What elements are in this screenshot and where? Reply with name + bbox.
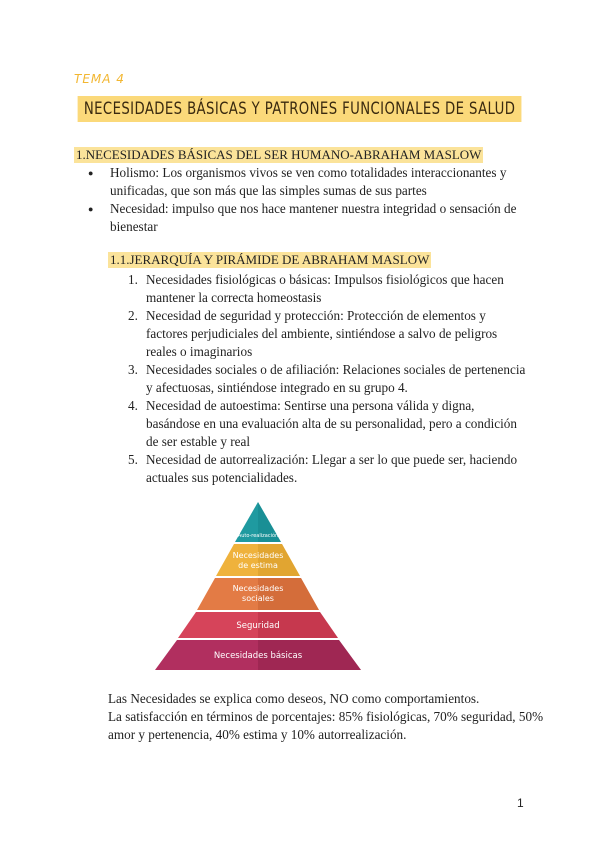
item-number: 5. [128,452,138,467]
list-item [128,307,528,361]
item-number: 2. [128,308,138,323]
pyramid-label-esteem-2: de estima [238,561,278,570]
section-heading-1-1: 1.1.JERARQUÍA Y PIRÁMIDE DE ABRAHAM MASLOW [110,252,430,267]
list-item [128,361,528,397]
list-item [88,164,538,200]
closing-paragraph [108,690,548,744]
item-text: Necesidad de autorrealización: Llegar a ser lo que puede ser, haciendo actuales sus potencialidades. [146,452,518,485]
pyramid-label-social-2: sociales [242,594,274,603]
bullet-text: Holismo: Los organismos vivos se ven como totalidades interaccionantes y unificadas, que son más que las simples sumas de sus partes [110,165,507,198]
page-number: 1 [517,796,524,810]
title-container [0,96,600,122]
bullet-text: Necesidad: impulso que nos hace mantener nuestra integridad o sensación de bienestar [110,201,517,234]
numbered-list [128,271,528,487]
pyramid-label-safety: Seguridad [236,621,280,631]
list-item [128,271,528,307]
pyramid-label-basic: Necesidades básicas [213,651,303,661]
closing-line-2: La satisfacción en términos de porcentajes: 85% fisiológicas, 70% seguridad, 50% amor y pertenencia, 40% estima y 10% autorrealización. [108,709,544,742]
bullet-list [88,164,538,236]
item-number: 4. [128,398,138,413]
item-text: Necesidad de autoestima: Sentirse una persona válida y digna, basándose en una evaluación alta de su personalidad, pero a condición de ser estable y real [146,398,517,449]
list-item [128,451,528,487]
pyramid-label-esteem-1: Necesidades [232,551,284,560]
section-heading-1: 1.NECESIDADES BÁSICAS DEL SER HUMANO-ABRAHAM MASLOW [76,147,482,162]
list-item [128,397,528,451]
item-number: 3. [128,362,138,377]
item-text: Necesidades sociales o de afiliación: Relaciones sociales de pertenencia y afectuosas, sintiéndose integrado en su grupo 4. [146,362,526,395]
closing-line-1: Las Necesidades se explica como deseos, NO como comportamientos. [108,691,480,706]
maslow-pyramid [150,500,366,672]
pyramid-label-social-1: Necesidades [232,584,284,593]
document-title: NECESIDADES BÁSICAS Y PATRONES FUNCIONALES DE SALUD [78,96,522,122]
item-text: Necesidad de seguridad y protección: Protección de elementos y factores perjudiciales del ambiente, sintiéndose a salvo de peligros reales o imaginarios [146,308,498,359]
list-item [88,200,538,236]
pyramid-level-shade [258,544,300,576]
item-number: 1. [128,272,138,287]
topic-label: TEMA 4 [74,72,125,86]
pyramid-label-selfrealization: Auto-realización [237,533,279,539]
item-text: Necesidades fisiológicas o básicas: Impulsos fisiológicos que hacen mantener la correcta homeostasis [146,272,504,305]
